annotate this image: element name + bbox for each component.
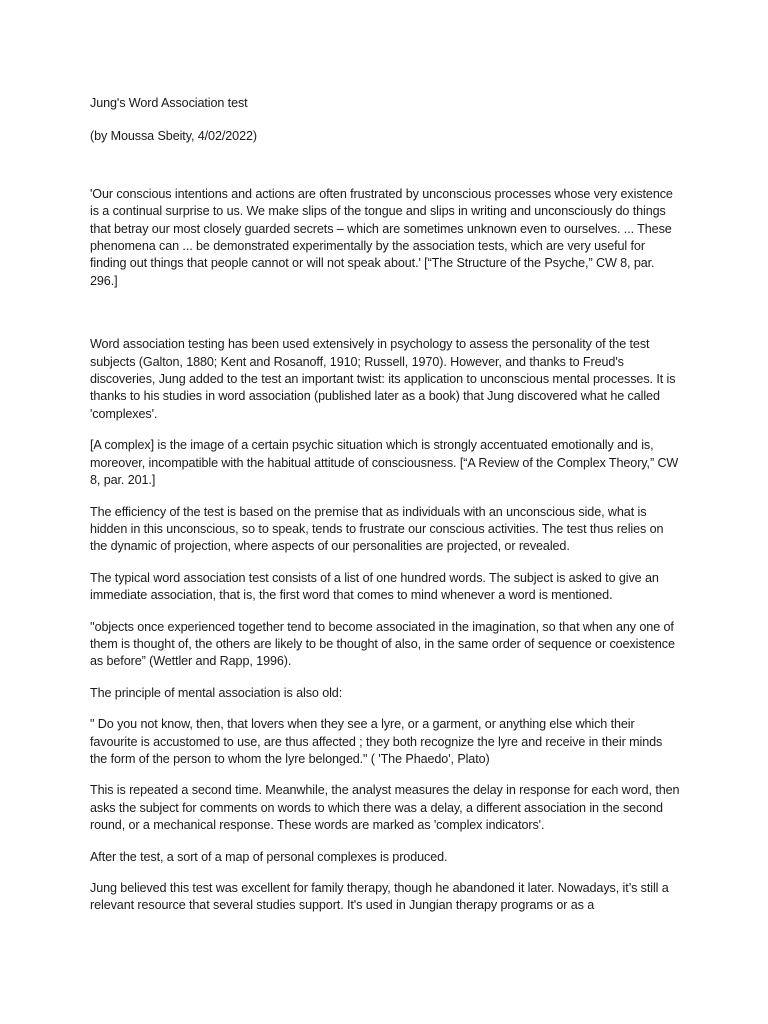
test-efficiency-paragraph: The efficiency of the test is based on the premise that as individuals with an unconscious side, what is hidden in this unconscious, so to speak, tends to frustrate our conscious activities. The test thus relies on the dynamic of projection, where aspects of our personalities are projected, or revealed. <box>90 504 664 554</box>
phaedo-quote-paragraph: " Do you not know, then, that lovers when they see a lyre, or a garment, or anything else which their favourite is accustomed to use, are thus affected ; they both recognize the lyre and receive in their minds the form of the person to whom the lyre belonged." ( 'The Phaedo', Plato) <box>90 717 663 766</box>
map-paragraph: After the test, a sort of a map of personal complexes is produced. <box>90 849 448 864</box>
complex-definition-paragraph: [A complex] is the image of a certain psychic situation which is strongly accentuated emotionally and is, moreover, incompatible with the habitual attitude of consciousness. [“A Review of the Complex Theory,” CW 8, par. 201.] <box>90 438 679 488</box>
repetition-paragraph: This is repeated a second time. Meanwhile, the analyst measures the delay in response for each word, then asks the subject for comments on words to which there was a delay, a different association in the second round, or a mechanical response. These words are marked as 'complex indicators'. <box>90 783 680 833</box>
document-body <box>90 95 680 929</box>
family-therapy-paragraph: Jung believed this test was excellent for family therapy, though he abandoned it later. Nowadays, it’s still a relevant resource that several studies support. It's used in Jungian therapy programs or as a <box>90 881 669 913</box>
document-byline: (by Moussa Sbeity, 4/02/2022) <box>90 129 257 144</box>
association-quote-paragraph: ''objects once experienced together tend to become associated in the imagination, so that when any one of them is thought of, the others are likely to be thought of also, in the same order of sequence or coexistence as before” (Wettler and Rapp, 1996). <box>90 619 675 669</box>
intro-paragraph: Word association testing has been used extensively in psychology to assess the personality of the test subjects (Galton, 1880; Kent and Rosanoff, 1910; Russell, 1970). However, and thanks to Freud's discoveries, Jung added to the test an important twist: its application to unconscious mental processes. It is thanks to his studies in word association (published later as a book) that Jung discovered what he called 'complexes'. <box>90 337 676 421</box>
principle-paragraph: The principle of mental association is also old: <box>90 685 343 700</box>
typical-test-paragraph: The typical word association test consists of a list of one hundred words. The subject is asked to give an immediate association, that is, the first word that comes to mind whenever a word is mentioned. <box>90 570 659 603</box>
opening-quote-paragraph: 'Our conscious intentions and actions are often frustrated by unconscious processes whose very existence is a continual surprise to us. We make slips of the tongue and slips in writing and unconsciously do things that betray our most closely guarded secrets – which are sometimes unknown even to ourselves. ... These phenomena can ... be demonstrated experimentally by the association tests, which are very useful for finding out things that people cannot or will not speak about.' [“The Structure of the Psyche,” CW 8, par. 296.] <box>90 186 673 288</box>
document-title: Jung's Word Association test <box>90 96 248 110</box>
